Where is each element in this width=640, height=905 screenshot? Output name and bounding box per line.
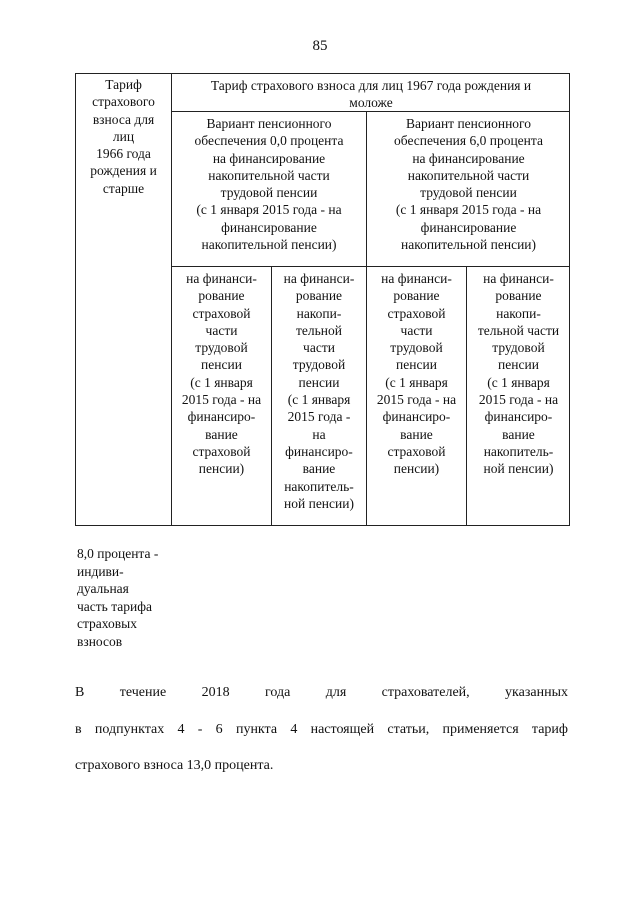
sub-funded-1: на финанси- рование накопи- тельной части трудовой пенсии (с 1 января 2015 года - на финансиро- вание накопитель- ной пенсии) bbox=[283, 271, 355, 511]
sub-funded-2: на финанси- рование накопи- тельной части трудовой пенсии (с 1 января 2015 года - на финансиро- вание накопитель- ной пенсии) bbox=[477, 271, 560, 477]
individual-tariff-note: 8,0 процента - индиви- дуальная часть тарифа страховых взносов bbox=[77, 546, 159, 649]
col1-header: Тариф страхового взноса для лиц 1966 года рождения и старше bbox=[90, 77, 157, 196]
variant-6-header: Вариант пенсионного обеспечения 6,0 процента на финансирование накопительной части трудовой пенсии (с 1 января 2015 года - на финансирование накопительной пенсии) bbox=[394, 116, 543, 253]
tariff-table bbox=[75, 73, 570, 526]
paragraph-line-1: В течение 2018 года для страхователей, указанных bbox=[75, 685, 568, 700]
paragraph-line-3: страхового взноса 13,0 процента. bbox=[75, 758, 274, 773]
sub-insurance-1: на финанси- рование страховой части трудовой пенсии (с 1 января 2015 года - на финансиро- вание страховой пенсии) bbox=[181, 271, 262, 477]
row-divider bbox=[171, 266, 570, 267]
page-number: 85 bbox=[312, 38, 328, 54]
main-header: Тариф страхового взноса для лиц 1967 года рождения и моложе bbox=[210, 78, 532, 111]
variant-0-header: Вариант пенсионного обеспечения 0,0 процента на финансирование накопительной части трудовой пенсии (с 1 января 2015 года - на финансирование накопительной пенсии) bbox=[194, 116, 344, 253]
paragraph-line-2: в подпунктах 4 - 6 пункта 4 настоящей статьи, применяется тариф bbox=[75, 722, 568, 737]
sub-insurance-2: на финанси- рование страховой части трудовой пенсии (с 1 января 2015 года - на финансиро- вание страховой пенсии) bbox=[376, 271, 457, 477]
